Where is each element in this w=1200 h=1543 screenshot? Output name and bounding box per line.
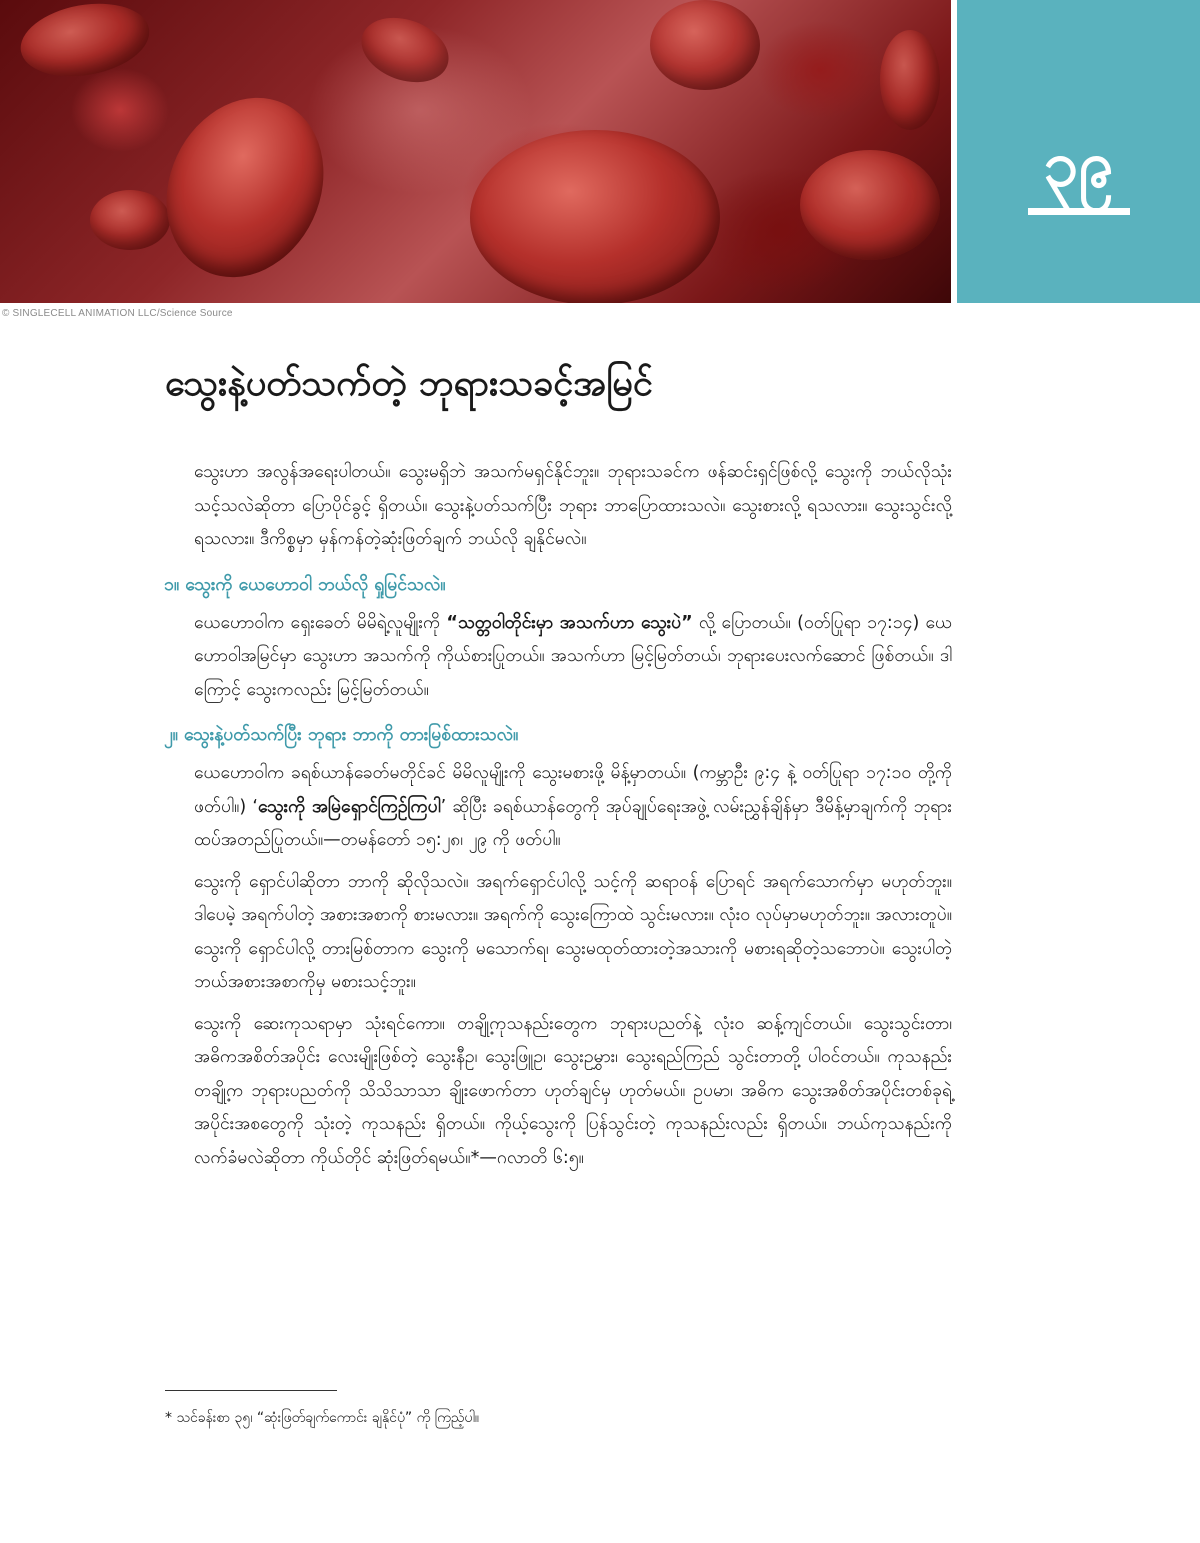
text-run: ယေဟောဝါက ခရစ်ယာန်ခေတ်မတိုင်ခင် မိမိလူမျိုးကို သွေးမစားဖို့ မိန့်မှာတယ်။ (ကမ္ဘာဦး ၉:၄ နဲ့ ဝတ်ပြုရာ ၁၇:၁၀ တို့ကို ဖတ်ပါ။) ‘	[194, 763, 952, 817]
bold-quote: သွေးကို အမြဲရှောင်ကြဉ်ကြပါ	[257, 796, 441, 817]
footnote-divider	[165, 1390, 337, 1391]
article-body	[164, 456, 953, 1183]
text-run: လို့ ပြောတယ်။ (ဝတ်ပြုရာ ၁၇:၁၄) ယေဟောဝါအမြင်မှာ သွေးဟာ အသက်ကို ကိုယ်စားပြုတယ်။ အသက်ဟာ မြင့်မြတ်တယ်၊ ဘုရားပေးလက်ဆောင် ဖြစ်တယ်။ ဒါကြောင့် သွေးကလည်း မြင့်မြတ်တယ်။	[194, 612, 953, 700]
blood-cell-shape	[138, 72, 352, 303]
blood-cell-shape	[800, 150, 940, 260]
section-2-paragraph-3: သွေးကို ဆေးကုသရာမှာ သုံးရင်ကော။ တချို့ကုသနည်းတွေက ဘုရားပညတ်နဲ့ လုံးဝ ဆန့်ကျင်တယ်။ သွေးသွင်းတာ၊ အဓိကအစိတ်အပိုင်း လေးမျိုးဖြစ်တဲ့ သွေးနီဥ၊ သွေးဖြူဥ၊ သွေးဥမွှား၊ သွေးရည်ကြည် သွင်းတာတို့ ပါဝင်တယ်။ ကုသနည်းတချို့က ဘုရားပညတ်ကို သိသိသာသာ ချိုးဖောက်တာ ဟုတ်ချင်မှ ဟုတ်မယ်။ ဥပမာ၊ အဓိက သွေးအစိတ်အပိုင်းတစ်ခုရဲ့ အပိုင်းအစတွေကို သုံးတဲ့ ကုသနည်း ရှိတယ်။ ကိုယ့်သွေးကို ပြန်သွင်းတဲ့ ကုသနည်းလည်း ရှိတယ်။ ဘယ်ကုသနည်းကို လက်ခံမလဲဆိုတာ ကိုယ်တိုင် ဆုံးဖြတ်ရမယ်။*—ဂလာတိ ၆:၅။	[194, 1013, 952, 1168]
text-run: ယေဟောဝါက ရှေးခေတ် မိမိရဲ့လူမျိုးကို	[194, 612, 447, 633]
blood-cell-shape	[90, 190, 170, 250]
photo-credit: © SINGLECELL ANIMATION LLC/Science Source	[2, 308, 233, 319]
blood-cell-shape	[15, 0, 155, 86]
section-2-paragraph-1	[194, 757, 952, 858]
chapter-badge	[957, 0, 1200, 303]
page-title: သွေးနဲ့ပတ်သက်တဲ့ ဘုရားသခင့်အမြင်	[165, 363, 653, 404]
section-heading-2: ၂။ သွေးနဲ့ပတ်သက်ပြီး ဘုရား ဘာကို တားမြစ်ထားသလဲ။	[164, 725, 519, 745]
section-1-paragraph	[194, 607, 952, 708]
hero-image	[0, 0, 951, 303]
intro-paragraph: သွေးဟာ အလွန်အရေးပါတယ်။ သွေးမရှိဘဲ အသက်မရှင်နိုင်ဘူး။ ဘုရားသခင်က ဖန်ဆင်းရှင်ဖြစ်လို့ သွေးကို ဘယ်လိုသုံးသင့်သလဲဆိုတာ ပြောပိုင်ခွင့် ရှိတယ်။ သွေးနဲ့ပတ်သက်ပြီး ဘုရား ဘာပြောထားသလဲ။ သွေးစားလို့ ရသလား။ သွေးသွင်းလို့ ရသလား။ ဒီကိစ္စမှာ မှန်ကန်တဲ့ဆုံးဖြတ်ချက် ဘယ်လို ချနိုင်မလဲ။	[194, 462, 952, 549]
footnote: * သင်ခန်းစာ ၃၅၊ “ဆုံးဖြတ်ချက်ကောင်း ချနိုင်ပုံ” ကို ကြည့်ပါ။	[165, 1410, 480, 1426]
blood-cell-shape	[470, 130, 720, 303]
bold-quote: “သတ္တဝါတိုင်းမှာ အသက်ဟာ သွေးပဲ”	[446, 612, 693, 633]
text-run: ’ ဆိုပြီး ခရစ်ယာန်တွေကို အုပ်ချုပ်ရေးအဖွဲ့ လမ်းညွှန်ချိန်မှာ ဒီမိန့်မှာချက်ကို ဘုရား ထပ်အတည်ပြုတယ်။—တမန်တော် ၁၅:၂၈၊ ၂၉ ကို ဖတ်ပါ။	[194, 796, 952, 850]
section-heading-1: ၁။ သွေးကို ယေဟောဝါ ဘယ်လို ရှုမြင်သလဲ။	[164, 574, 446, 595]
blood-cell-shape	[650, 0, 760, 90]
chapter-underline	[1028, 208, 1130, 215]
chapter-number: ၃၉	[1043, 127, 1114, 200]
section-2-paragraph-2: သွေးကို ရှောင်ပါဆိုတာ ဘာကို ဆိုလိုသလဲ။ အရက်ရှောင်ပါလို့ သင့်ကို ဆရာဝန် ပြောရင် အရက်သောက်မှာ မဟုတ်ဘူး။ ဒါပေမဲ့ အရက်ပါတဲ့ အစားအစာကို စားမလား။ အရက်ကို သွေးကြောထဲ သွင်းမလား။ လုံးဝ လုပ်မှာမဟုတ်ဘူး။ အလားတူပဲ။ သွေးကို ရှောင်ပါလို့ တားမြစ်တာက သွေးကို မသောက်ရ၊ သွေးမထုတ်ထားတဲ့အသားကို မစားရဆိုတဲ့သဘောပဲ။ သွေးပါတဲ့ ဘယ်အစားအစာကိုမှ မစားသင့်ဘူး။	[194, 871, 952, 992]
blood-cell-shape	[352, 6, 457, 93]
blood-cell-shape	[880, 30, 940, 130]
